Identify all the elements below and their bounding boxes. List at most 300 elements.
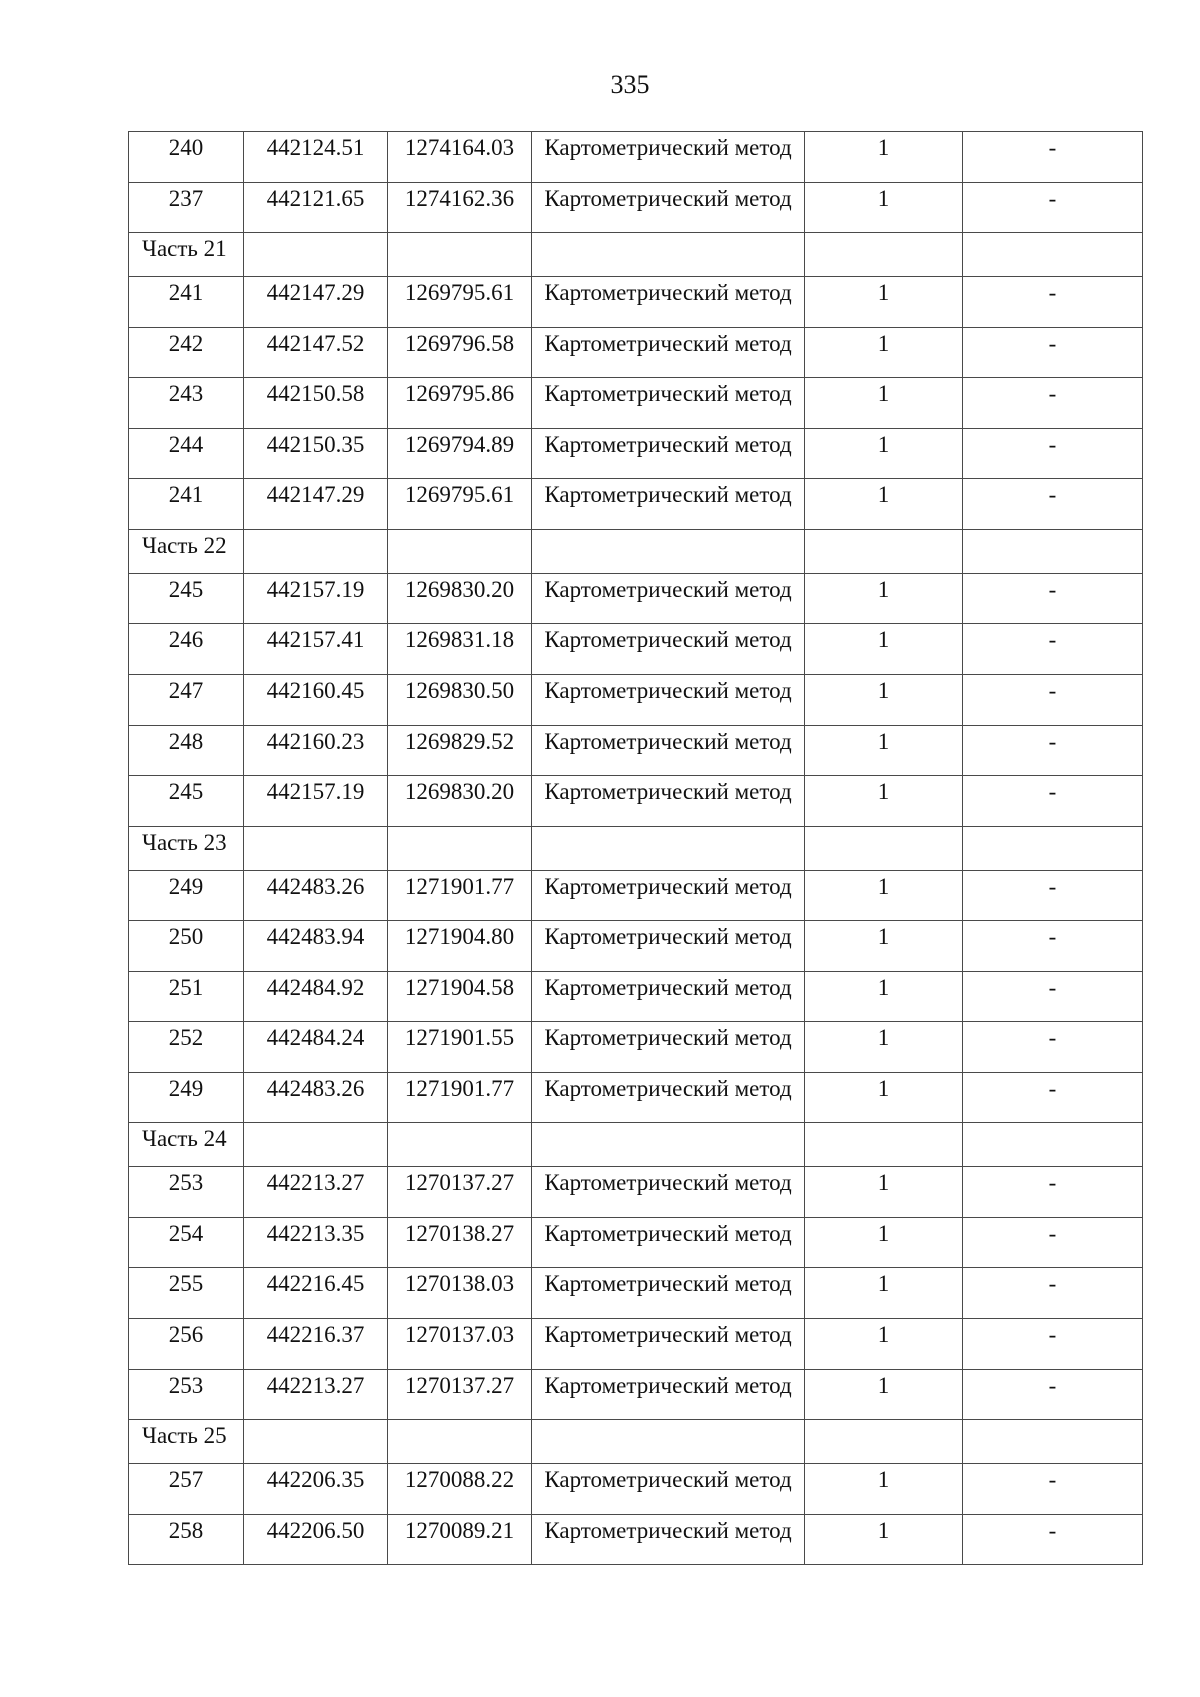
accuracy-cell-text: 1 xyxy=(877,381,890,407)
description-cell xyxy=(963,1217,1143,1268)
point-row xyxy=(129,776,1143,827)
method-cell xyxy=(532,1167,805,1218)
accuracy-cell xyxy=(805,1268,963,1319)
description-cell-text: - xyxy=(1048,924,1057,950)
point-number-cell-text: 258 xyxy=(168,1517,204,1543)
point-number-cell xyxy=(129,428,244,479)
x-coordinate-cell-text: 442483.26 xyxy=(266,873,365,899)
accuracy-cell-text: 1 xyxy=(877,924,890,950)
point-number-cell-text: 255 xyxy=(168,1271,204,1297)
point-row xyxy=(129,870,1143,921)
point-row xyxy=(129,573,1143,624)
method-cell-text: Картометрический метод xyxy=(544,381,792,407)
y-coordinate-cell xyxy=(388,1167,532,1218)
y-coordinate-cell-text: 1270137.27 xyxy=(404,1170,515,1196)
description-cell xyxy=(963,327,1143,378)
point-number-cell xyxy=(129,1022,244,1073)
method-cell-text: Картометрический метод xyxy=(544,1372,792,1398)
y-coordinate-cell-text: 1270138.03 xyxy=(404,1271,515,1297)
x-coordinate-cell xyxy=(244,776,388,827)
y-coordinate-cell xyxy=(388,132,532,183)
point-row xyxy=(129,1167,1143,1218)
point-row xyxy=(129,479,1143,530)
part-label-cell xyxy=(129,1123,244,1167)
x-coordinate-cell xyxy=(244,1022,388,1073)
description-cell-text: - xyxy=(1048,1025,1057,1051)
y-coordinate-cell xyxy=(388,182,532,233)
description-cell xyxy=(963,1268,1143,1319)
empty-cell xyxy=(963,233,1143,277)
method-cell-text: Картометрический метод xyxy=(544,1517,792,1543)
accuracy-cell xyxy=(805,276,963,327)
method-cell xyxy=(532,725,805,776)
point-number-cell xyxy=(129,1319,244,1370)
part-label-cell xyxy=(129,233,244,277)
x-coordinate-cell xyxy=(244,327,388,378)
y-coordinate-cell xyxy=(388,1514,532,1565)
description-cell-text: - xyxy=(1048,135,1057,160)
method-cell xyxy=(532,674,805,725)
x-coordinate-cell xyxy=(244,479,388,530)
description-cell xyxy=(963,921,1143,972)
method-cell xyxy=(532,1268,805,1319)
method-cell-text: Картометрический метод xyxy=(544,873,792,899)
accuracy-cell xyxy=(805,1072,963,1123)
description-cell-text: - xyxy=(1048,873,1057,899)
description-cell-text: - xyxy=(1048,728,1057,754)
y-coordinate-cell-text: 1274162.36 xyxy=(404,185,515,211)
y-coordinate-cell xyxy=(388,921,532,972)
accuracy-cell-text: 1 xyxy=(877,1170,890,1196)
x-coordinate-cell xyxy=(244,674,388,725)
x-coordinate-cell xyxy=(244,725,388,776)
accuracy-cell xyxy=(805,479,963,530)
method-cell xyxy=(532,1464,805,1515)
empty-cell xyxy=(805,1420,963,1464)
description-cell-text: - xyxy=(1048,627,1057,653)
point-number-cell xyxy=(129,276,244,327)
description-cell-text: - xyxy=(1048,974,1057,1000)
description-cell-text: - xyxy=(1048,279,1057,305)
x-coordinate-cell xyxy=(244,1319,388,1370)
x-coordinate-cell xyxy=(244,428,388,479)
method-cell xyxy=(532,1072,805,1123)
x-coordinate-cell xyxy=(244,1369,388,1420)
description-cell-text: - xyxy=(1048,381,1057,407)
point-number-cell xyxy=(129,327,244,378)
accuracy-cell xyxy=(805,132,963,183)
point-number-cell-text: 250 xyxy=(168,924,204,950)
x-coordinate-cell xyxy=(244,378,388,429)
description-cell xyxy=(963,428,1143,479)
description-cell-text: - xyxy=(1048,1372,1057,1398)
empty-cell xyxy=(244,233,388,277)
accuracy-cell xyxy=(805,428,963,479)
method-cell-text: Картометрический метод xyxy=(544,482,792,508)
accuracy-cell xyxy=(805,1319,963,1370)
y-coordinate-cell xyxy=(388,1369,532,1420)
point-number-cell xyxy=(129,1167,244,1218)
point-number-cell-text: 254 xyxy=(168,1220,204,1246)
part-header-row xyxy=(129,529,1143,573)
point-number-cell-text: 241 xyxy=(168,279,204,305)
method-cell xyxy=(532,428,805,479)
description-cell-text: - xyxy=(1048,1220,1057,1246)
point-number-cell-text: 253 xyxy=(168,1170,204,1196)
empty-cell xyxy=(805,233,963,277)
x-coordinate-cell-text: 442160.23 xyxy=(266,728,365,754)
point-number-cell xyxy=(129,1369,244,1420)
x-coordinate-cell-text: 442213.35 xyxy=(266,1220,365,1246)
part-header-row xyxy=(129,826,1143,870)
x-coordinate-cell-text: 442157.19 xyxy=(266,779,365,805)
description-cell-text: - xyxy=(1048,330,1057,356)
x-coordinate-cell-text: 442213.27 xyxy=(266,1170,365,1196)
accuracy-cell-text: 1 xyxy=(877,728,890,754)
method-cell-text: Картометрический метод xyxy=(544,1467,792,1493)
point-row xyxy=(129,1072,1143,1123)
y-coordinate-cell-text: 1269795.61 xyxy=(404,482,515,508)
x-coordinate-cell xyxy=(244,182,388,233)
accuracy-cell-text: 1 xyxy=(877,627,890,653)
y-coordinate-cell-text: 1269829.52 xyxy=(404,728,515,754)
point-row xyxy=(129,1217,1143,1268)
y-coordinate-cell-text: 1269831.18 xyxy=(404,627,515,653)
accuracy-cell-text: 1 xyxy=(877,677,890,703)
x-coordinate-cell xyxy=(244,921,388,972)
empty-cell xyxy=(388,529,532,573)
x-coordinate-cell xyxy=(244,1514,388,1565)
description-cell-text: - xyxy=(1048,779,1057,805)
empty-cell xyxy=(244,1420,388,1464)
empty-cell xyxy=(244,826,388,870)
description-cell xyxy=(963,182,1143,233)
accuracy-cell xyxy=(805,624,963,675)
x-coordinate-cell-text: 442150.58 xyxy=(266,381,365,407)
accuracy-cell-text: 1 xyxy=(877,1517,890,1543)
description-cell-text: - xyxy=(1048,1517,1057,1543)
method-cell-text: Картометрический метод xyxy=(544,279,792,305)
empty-cell xyxy=(388,233,532,277)
y-coordinate-cell-text: 1271901.77 xyxy=(404,1075,515,1101)
accuracy-cell-text: 1 xyxy=(877,1025,890,1051)
y-coordinate-cell xyxy=(388,674,532,725)
method-cell-text: Картометрический метод xyxy=(544,330,792,356)
x-coordinate-cell-text: 442147.29 xyxy=(266,279,365,305)
description-cell xyxy=(963,725,1143,776)
description-cell xyxy=(963,1319,1143,1370)
empty-cell xyxy=(532,1123,805,1167)
point-number-cell xyxy=(129,1464,244,1515)
part-header-row xyxy=(129,233,1143,277)
point-row xyxy=(129,725,1143,776)
description-cell xyxy=(963,1514,1143,1565)
part-label-cell-text: Часть 25 xyxy=(142,1423,227,1449)
method-cell xyxy=(532,624,805,675)
y-coordinate-cell-text: 1271901.55 xyxy=(404,1025,515,1051)
point-row xyxy=(129,1319,1143,1370)
description-cell-text: - xyxy=(1048,431,1057,457)
x-coordinate-cell-text: 442213.27 xyxy=(266,1372,365,1398)
empty-cell xyxy=(963,529,1143,573)
method-cell xyxy=(532,1022,805,1073)
description-cell xyxy=(963,1369,1143,1420)
accuracy-cell xyxy=(805,776,963,827)
point-row xyxy=(129,971,1143,1022)
method-cell-text: Картометрический метод xyxy=(544,779,792,805)
y-coordinate-cell-text: 1271904.58 xyxy=(404,974,515,1000)
y-coordinate-cell-text: 1269830.20 xyxy=(404,779,515,805)
empty-cell xyxy=(805,826,963,870)
y-coordinate-cell xyxy=(388,1022,532,1073)
y-coordinate-cell-text: 1271904.80 xyxy=(404,924,515,950)
empty-cell xyxy=(244,529,388,573)
x-coordinate-cell-text: 442150.35 xyxy=(266,431,365,457)
accuracy-cell xyxy=(805,870,963,921)
description-cell-text: - xyxy=(1048,1075,1057,1101)
description-cell xyxy=(963,1022,1143,1073)
point-row xyxy=(129,1514,1143,1565)
point-number-cell-text: 252 xyxy=(168,1025,204,1051)
point-number-cell xyxy=(129,725,244,776)
x-coordinate-cell-text: 442206.50 xyxy=(266,1517,365,1543)
point-number-cell-text: 247 xyxy=(168,677,204,703)
y-coordinate-cell-text: 1269796.58 xyxy=(404,330,515,356)
accuracy-cell-text: 1 xyxy=(877,185,890,211)
accuracy-cell-text: 1 xyxy=(877,1271,890,1297)
point-row xyxy=(129,182,1143,233)
point-row xyxy=(129,624,1143,675)
x-coordinate-cell xyxy=(244,1072,388,1123)
point-number-cell xyxy=(129,776,244,827)
y-coordinate-cell xyxy=(388,276,532,327)
accuracy-cell xyxy=(805,182,963,233)
y-coordinate-cell-text: 1269794.89 xyxy=(404,431,515,457)
point-number-cell-text: 257 xyxy=(168,1467,204,1493)
part-label-cell xyxy=(129,826,244,870)
accuracy-cell xyxy=(805,1217,963,1268)
x-coordinate-cell-text: 442157.41 xyxy=(266,627,365,653)
coordinates-table-body xyxy=(129,132,1143,1565)
description-cell xyxy=(963,1464,1143,1515)
x-coordinate-cell xyxy=(244,132,388,183)
method-cell-text: Картометрический метод xyxy=(544,135,792,160)
part-label-cell-text: Часть 23 xyxy=(142,829,227,855)
method-cell-text: Картометрический метод xyxy=(544,728,792,754)
x-coordinate-cell xyxy=(244,624,388,675)
part-label-cell-text: Часть 21 xyxy=(142,236,227,262)
point-row xyxy=(129,327,1143,378)
empty-cell xyxy=(532,1420,805,1464)
point-number-cell-text: 244 xyxy=(168,431,204,457)
y-coordinate-cell-text: 1274164.03 xyxy=(404,135,515,160)
point-number-cell xyxy=(129,870,244,921)
method-cell-text: Картометрический метод xyxy=(544,677,792,703)
method-cell-text: Картометрический метод xyxy=(544,627,792,653)
empty-cell xyxy=(963,1123,1143,1167)
part-label-cell-text: Часть 22 xyxy=(142,532,227,558)
y-coordinate-cell xyxy=(388,1319,532,1370)
accuracy-cell-text: 1 xyxy=(877,1220,890,1246)
empty-cell xyxy=(388,826,532,870)
y-coordinate-cell xyxy=(388,1072,532,1123)
description-cell-text: - xyxy=(1048,1467,1057,1493)
description-cell-text: - xyxy=(1048,482,1057,508)
accuracy-cell-text: 1 xyxy=(877,135,890,160)
y-coordinate-cell xyxy=(388,624,532,675)
method-cell xyxy=(532,378,805,429)
part-label-cell xyxy=(129,1420,244,1464)
accuracy-cell-text: 1 xyxy=(877,279,890,305)
point-row xyxy=(129,1022,1143,1073)
point-number-cell-text: 251 xyxy=(168,974,204,1000)
x-coordinate-cell xyxy=(244,1167,388,1218)
point-number-cell xyxy=(129,624,244,675)
y-coordinate-cell-text: 1270137.27 xyxy=(404,1372,515,1398)
x-coordinate-cell-text: 442147.52 xyxy=(266,330,365,356)
description-cell xyxy=(963,1167,1143,1218)
point-row xyxy=(129,1464,1143,1515)
method-cell xyxy=(532,971,805,1022)
description-cell-text: - xyxy=(1048,677,1057,703)
empty-cell xyxy=(532,826,805,870)
x-coordinate-cell-text: 442121.65 xyxy=(266,185,365,211)
accuracy-cell-text: 1 xyxy=(877,974,890,1000)
point-number-cell xyxy=(129,971,244,1022)
method-cell xyxy=(532,1514,805,1565)
method-cell xyxy=(532,776,805,827)
point-row xyxy=(129,378,1143,429)
method-cell-text: Картометрический метод xyxy=(544,1220,792,1246)
point-number-cell xyxy=(129,674,244,725)
empty-cell xyxy=(532,529,805,573)
accuracy-cell xyxy=(805,725,963,776)
y-coordinate-cell xyxy=(388,971,532,1022)
method-cell xyxy=(532,182,805,233)
point-number-cell-text: 243 xyxy=(168,381,204,407)
method-cell-text: Картометрический метод xyxy=(544,1271,792,1297)
empty-cell xyxy=(244,1123,388,1167)
x-coordinate-cell-text: 442484.24 xyxy=(266,1025,365,1051)
y-coordinate-cell-text: 1270088.22 xyxy=(404,1467,515,1493)
method-cell xyxy=(532,1217,805,1268)
x-coordinate-cell xyxy=(244,1268,388,1319)
coordinates-table xyxy=(128,131,1143,1565)
y-coordinate-cell-text: 1271901.77 xyxy=(404,873,515,899)
description-cell xyxy=(963,624,1143,675)
x-coordinate-cell-text: 442147.29 xyxy=(266,482,365,508)
y-coordinate-cell xyxy=(388,573,532,624)
accuracy-cell xyxy=(805,674,963,725)
description-cell-text: - xyxy=(1048,1170,1057,1196)
y-coordinate-cell xyxy=(388,1217,532,1268)
empty-cell xyxy=(805,1123,963,1167)
point-row xyxy=(129,921,1143,972)
accuracy-cell xyxy=(805,921,963,972)
method-cell xyxy=(532,479,805,530)
accuracy-cell-text: 1 xyxy=(877,482,890,508)
method-cell-text: Картометрический метод xyxy=(544,1322,792,1348)
point-number-cell xyxy=(129,921,244,972)
point-number-cell xyxy=(129,1072,244,1123)
description-cell xyxy=(963,1072,1143,1123)
description-cell xyxy=(963,573,1143,624)
method-cell xyxy=(532,276,805,327)
method-cell-text: Картометрический метод xyxy=(544,924,792,950)
point-number-cell xyxy=(129,132,244,183)
description-cell-text: - xyxy=(1048,576,1057,602)
method-cell xyxy=(532,132,805,183)
x-coordinate-cell-text: 442483.26 xyxy=(266,1075,365,1101)
point-number-cell-text: 241 xyxy=(168,482,204,508)
description-cell xyxy=(963,132,1143,183)
y-coordinate-cell xyxy=(388,327,532,378)
x-coordinate-cell xyxy=(244,1464,388,1515)
x-coordinate-cell xyxy=(244,971,388,1022)
point-number-cell-text: 246 xyxy=(168,627,204,653)
part-header-row xyxy=(129,1420,1143,1464)
accuracy-cell xyxy=(805,1167,963,1218)
point-number-cell-text: 253 xyxy=(168,1372,204,1398)
method-cell-text: Картометрический метод xyxy=(544,185,792,211)
part-label-cell xyxy=(129,529,244,573)
x-coordinate-cell-text: 442160.45 xyxy=(266,677,365,703)
accuracy-cell-text: 1 xyxy=(877,1467,890,1493)
x-coordinate-cell xyxy=(244,276,388,327)
y-coordinate-cell-text: 1270138.27 xyxy=(404,1220,515,1246)
point-number-cell-text: 249 xyxy=(168,873,204,899)
method-cell-text: Картометрический метод xyxy=(544,1025,792,1051)
empty-cell xyxy=(388,1420,532,1464)
point-number-cell-text: 249 xyxy=(168,1075,204,1101)
method-cell xyxy=(532,573,805,624)
point-number-cell xyxy=(129,1268,244,1319)
description-cell-text: - xyxy=(1048,1322,1057,1348)
point-number-cell-text: 242 xyxy=(168,330,204,356)
x-coordinate-cell-text: 442157.19 xyxy=(266,576,365,602)
accuracy-cell xyxy=(805,1369,963,1420)
point-row xyxy=(129,1369,1143,1420)
empty-cell xyxy=(963,1420,1143,1464)
part-label-cell-text: Часть 24 xyxy=(142,1126,227,1152)
accuracy-cell xyxy=(805,1464,963,1515)
method-cell xyxy=(532,870,805,921)
point-number-cell xyxy=(129,479,244,530)
description-cell xyxy=(963,674,1143,725)
y-coordinate-cell xyxy=(388,428,532,479)
point-number-cell xyxy=(129,1217,244,1268)
x-coordinate-cell xyxy=(244,573,388,624)
method-cell-text: Картометрический метод xyxy=(544,431,792,457)
accuracy-cell xyxy=(805,1514,963,1565)
method-cell-text: Картометрический метод xyxy=(544,1170,792,1196)
empty-cell xyxy=(532,233,805,277)
y-coordinate-cell xyxy=(388,725,532,776)
y-coordinate-cell xyxy=(388,870,532,921)
accuracy-cell-text: 1 xyxy=(877,1075,890,1101)
point-number-cell-text: 256 xyxy=(168,1322,204,1348)
point-row xyxy=(129,674,1143,725)
accuracy-cell-text: 1 xyxy=(877,1322,890,1348)
point-number-cell-text: 240 xyxy=(168,135,204,160)
accuracy-cell xyxy=(805,1022,963,1073)
empty-cell xyxy=(805,529,963,573)
y-coordinate-cell-text: 1269830.50 xyxy=(404,677,515,703)
description-cell xyxy=(963,479,1143,530)
point-row xyxy=(129,132,1143,183)
method-cell xyxy=(532,1369,805,1420)
accuracy-cell-text: 1 xyxy=(877,431,890,457)
